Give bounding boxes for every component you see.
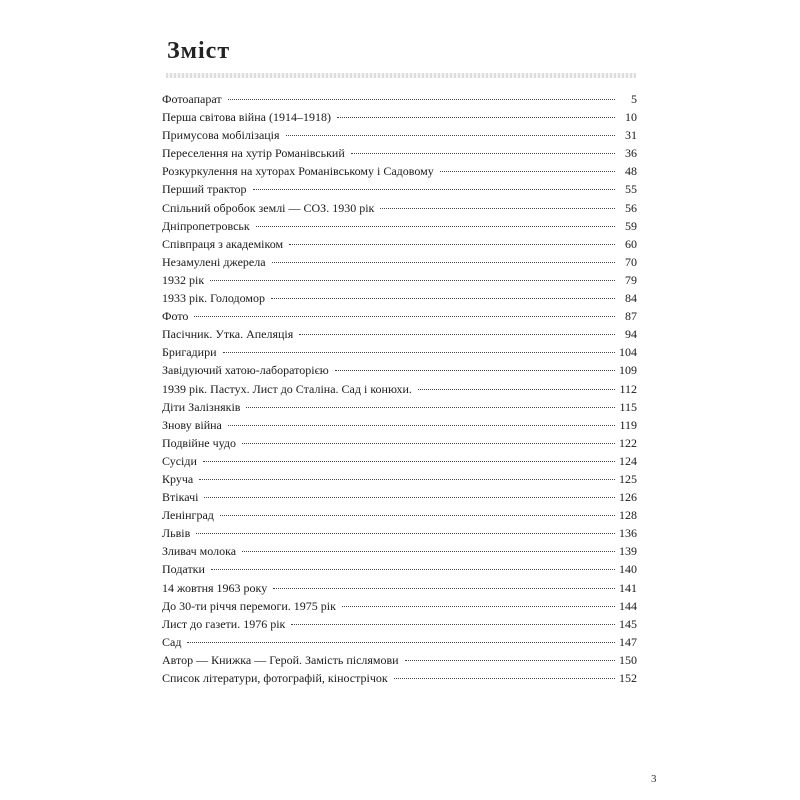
toc-entry <box>162 199 637 217</box>
toc-entry <box>162 579 637 597</box>
toc-entry-page: 140 <box>619 562 637 577</box>
dot-leader <box>342 606 615 607</box>
toc-entry-page: 31 <box>625 128 637 143</box>
dot-leader <box>187 642 615 643</box>
toc-entry-title: Перша світова війна (1914–1918) <box>162 110 331 125</box>
dot-leader <box>220 515 615 516</box>
toc-entry-page: 122 <box>619 435 637 450</box>
toc-entry-page: 124 <box>619 453 637 468</box>
toc-entry <box>162 651 637 669</box>
toc-entry-page: 112 <box>619 381 637 396</box>
page-number: 3 <box>651 773 657 785</box>
toc-entry-title: Перший трактор <box>162 182 247 197</box>
table-of-contents <box>162 90 637 687</box>
dot-leader <box>256 226 615 227</box>
dot-leader <box>272 262 615 263</box>
toc-entry <box>162 217 637 235</box>
toc-entry-title: Завідуючий хатою-лабораторією <box>162 363 329 378</box>
toc-entry-page: 56 <box>625 200 637 215</box>
toc-entry-page: 126 <box>619 490 637 505</box>
dot-leader <box>291 624 615 625</box>
toc-entry <box>162 615 637 633</box>
toc-entry-page: 5 <box>631 92 637 106</box>
toc-entry-title: Втікачі <box>162 490 199 505</box>
toc-entry <box>162 307 637 325</box>
toc-entry <box>162 452 637 470</box>
dot-leader <box>394 678 615 679</box>
toc-entry <box>162 380 637 398</box>
dot-leader <box>299 334 615 335</box>
dot-leader <box>405 660 615 661</box>
dot-leader <box>289 244 615 245</box>
toc-entry-title: Львів <box>162 526 191 541</box>
toc-entry <box>162 488 637 506</box>
toc-entry <box>162 253 637 271</box>
toc-entry-title: Переселення на хутір Романівський <box>162 146 345 161</box>
toc-entry <box>162 560 637 578</box>
dot-leader <box>271 298 615 299</box>
toc-entry-page: 139 <box>619 544 637 559</box>
toc-entry-page: 128 <box>619 508 637 523</box>
toc-entry-title: Список літератури, фотографій, кінострічок <box>162 671 388 685</box>
toc-entry-title: Розкуркулення на хуторах Романівському і Садовому <box>162 164 434 179</box>
toc-entry <box>162 271 637 289</box>
toc-entry-page: 147 <box>619 634 637 649</box>
toc-entry-title: Круча <box>162 471 194 486</box>
toc-entry-title: Спільний обробок землі — СОЗ. 1930 рік <box>162 200 375 215</box>
dot-leader <box>223 352 615 353</box>
toc-entry <box>162 434 637 452</box>
dot-leader <box>337 117 615 118</box>
toc-entry <box>162 289 637 307</box>
toc-entry-title: 1932 рік <box>162 272 205 287</box>
toc-entry-page: 36 <box>625 146 637 161</box>
toc-entry-page: 104 <box>619 345 637 360</box>
toc-entry <box>162 144 637 162</box>
toc-entry-title: Співпраця з академіком <box>162 236 284 251</box>
toc-entry-title: Незамулені джерела <box>162 254 266 269</box>
toc-entry <box>162 343 637 361</box>
toc-entry-title: Лист до газети. 1976 рік <box>162 616 286 631</box>
toc-entry-title: Сусіди <box>162 453 197 468</box>
toc-entry-page: 48 <box>625 164 637 179</box>
toc-entry <box>162 235 637 253</box>
toc-entry-title: 1933 рік. Голодомор <box>162 291 266 306</box>
dot-leader <box>286 135 615 136</box>
toc-entry-title: 14 жовтня 1963 року <box>162 580 268 595</box>
toc-entry <box>162 633 637 651</box>
toc-entry <box>162 361 637 379</box>
toc-entry-page: 125 <box>619 471 637 486</box>
toc-entry-title: Пасічник. Утка. Апеляція <box>162 327 294 342</box>
dot-leader <box>228 99 615 100</box>
toc-entry <box>162 542 637 560</box>
toc-entry-title: Автор — Книжка — Герой. Замість післямови <box>162 652 399 667</box>
toc-entry <box>162 524 637 542</box>
dot-leader <box>242 551 615 552</box>
toc-entry-page: 94 <box>625 327 637 342</box>
dot-leader <box>210 280 615 281</box>
dot-leader <box>380 208 615 209</box>
toc-entry-page: 70 <box>625 254 637 269</box>
toc-entry-page: 141 <box>619 580 637 595</box>
toc-entry-title: Сад <box>162 634 182 649</box>
toc-entry-title: Фото <box>162 309 189 324</box>
toc-entry-page: 119 <box>619 417 637 432</box>
dot-leader <box>242 443 615 444</box>
toc-entry-title: Знову війна <box>162 417 222 432</box>
toc-entry-page: 59 <box>625 218 637 233</box>
toc-entry <box>162 90 637 108</box>
toc-entry-title: Податки <box>162 562 205 577</box>
toc-entry <box>162 126 637 144</box>
toc-entry-title: Бригадири <box>162 345 217 360</box>
toc-entry-page: 115 <box>619 399 637 414</box>
title-divider <box>166 73 636 78</box>
dot-leader <box>351 153 615 154</box>
toc-entry <box>162 669 637 687</box>
dot-leader <box>253 189 615 190</box>
toc-entry <box>162 398 637 416</box>
dot-leader <box>246 407 615 408</box>
toc-entry-page: 10 <box>625 110 637 125</box>
toc-entry <box>162 506 637 524</box>
dot-leader <box>203 461 615 462</box>
toc-entry-title: Дніпропетровськ <box>162 218 250 233</box>
toc-entry <box>162 470 637 488</box>
dot-leader <box>418 389 615 390</box>
toc-entry-page: 152 <box>619 671 637 685</box>
toc-entry-page: 109 <box>619 363 637 378</box>
toc-entry <box>162 162 637 180</box>
dot-leader <box>211 569 615 570</box>
toc-entry <box>162 325 637 343</box>
toc-entry <box>162 180 637 198</box>
toc-entry-page: 60 <box>625 236 637 251</box>
toc-entry-title: До 30-ти річчя перемоги. 1975 рік <box>162 598 336 613</box>
toc-entry <box>162 597 637 615</box>
toc-entry-page: 84 <box>625 291 637 306</box>
toc-entry-page: 87 <box>625 309 637 324</box>
toc-entry <box>162 416 637 434</box>
toc-entry-page: 136 <box>619 526 637 541</box>
page-title: Зміст <box>167 38 231 64</box>
dot-leader <box>196 533 615 534</box>
toc-entry-page: 145 <box>619 616 637 631</box>
dot-leader <box>204 497 615 498</box>
toc-entry-title: Фотоапарат <box>162 92 222 106</box>
dot-leader <box>228 425 615 426</box>
toc-entry-title: Зливач молока <box>162 544 237 559</box>
dot-leader <box>273 588 615 589</box>
toc-entry-title: Діти Залізняків <box>162 399 241 414</box>
toc-entry-page: 144 <box>619 598 637 613</box>
dot-leader <box>335 370 615 371</box>
toc-entry <box>162 108 637 126</box>
toc-entry-page: 55 <box>625 182 637 197</box>
dot-leader <box>199 479 615 480</box>
toc-entry-title: Примусова мобілізація <box>162 128 280 143</box>
toc-entry-title: 1939 рік. Пастух. Лист до Сталіна. Сад і конюхи. <box>162 381 412 396</box>
toc-entry-title: Подвійне чудо <box>162 435 236 450</box>
toc-entry-title: Ленінград <box>162 508 214 523</box>
toc-entry-page: 79 <box>625 272 637 287</box>
dot-leader <box>194 316 615 317</box>
toc-entry-page: 150 <box>619 652 637 667</box>
dot-leader <box>440 171 615 172</box>
